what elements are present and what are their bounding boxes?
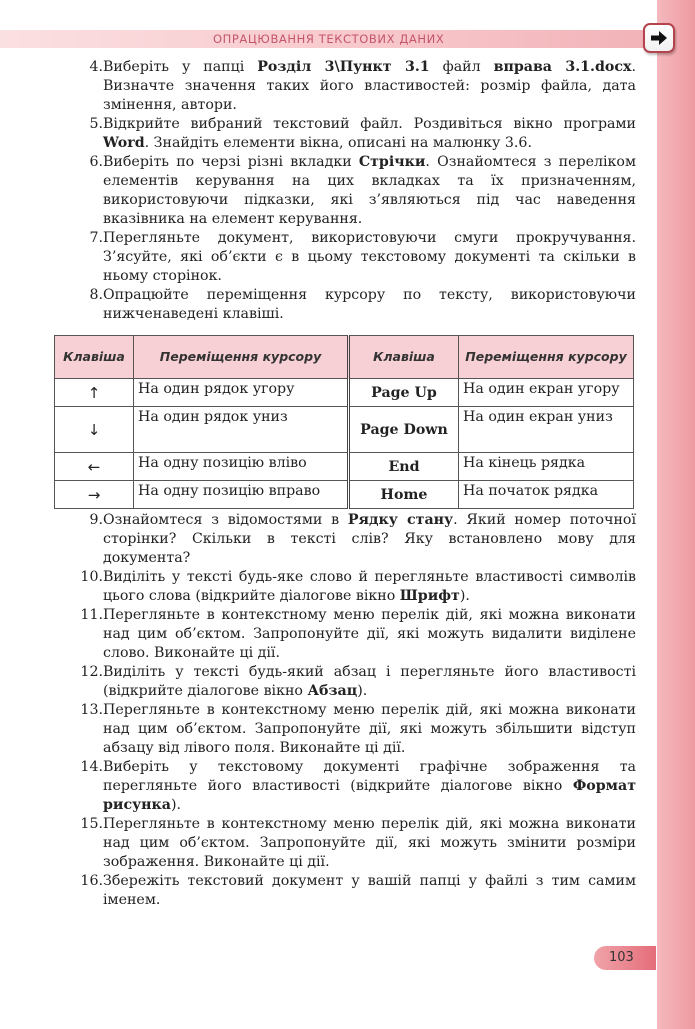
- exercise-list-part-1: [78, 58, 636, 324]
- exercise-number: 10.: [80, 569, 103, 585]
- emphasized-term: вправа 3.1.docx: [493, 59, 632, 75]
- emphasized-term: Абзац: [307, 683, 358, 699]
- cell-description: На одну позицію вправо: [134, 481, 349, 509]
- next-page-button[interactable]: [643, 23, 675, 53]
- exercise-item: [78, 153, 636, 229]
- header-key-2: Клавіша: [349, 336, 459, 379]
- exercise-item: [78, 758, 636, 815]
- emphasized-term: Word: [103, 135, 145, 151]
- emphasized-term: Рядку стану: [347, 512, 454, 528]
- table-header-row: [55, 336, 634, 379]
- exercise-item: [78, 663, 636, 701]
- exercise-number: 6.: [89, 154, 103, 170]
- exercise-item: [78, 568, 636, 606]
- exercise-item: [78, 815, 636, 872]
- arrow-left-icon: ←: [55, 453, 134, 481]
- exercise-text: . Знайдіть елементи вікна, описані на малюнку 3.6.: [144, 135, 532, 151]
- exercise-item: [78, 701, 636, 758]
- exercise-number: 11.: [80, 607, 103, 623]
- exercise-text: Перегляньте документ, використовуючи смуги прокручування. З’ясуйте, які об’єкти є в цьому текстовому документі та скільки в ньому сторінок.: [103, 230, 636, 284]
- arrow-down-icon: ↓: [55, 407, 134, 453]
- table-row: [55, 407, 634, 453]
- cell-description: На початок рядка: [459, 481, 634, 509]
- exercise-text: Виберіть у текстовому документі графічне зображення та перегляньте його властивості (відкрийте діалогове вікно: [103, 759, 636, 794]
- exercise-item: [78, 606, 636, 663]
- exercise-text: Ознайомтеся з відомостями в: [103, 512, 348, 528]
- cell-description: На один екран угору: [459, 379, 634, 407]
- exercise-list-part-2: [78, 511, 636, 910]
- page-number: 103: [594, 946, 656, 970]
- exercise-text: ).: [459, 588, 470, 604]
- cell-key-name: Page Up: [349, 379, 459, 407]
- emphasized-term: Шрифт: [399, 588, 460, 604]
- table-row: [55, 481, 634, 509]
- cursor-keys-table: [54, 335, 634, 509]
- exercise-item: [78, 872, 636, 910]
- exercise-number: 4.: [89, 59, 103, 75]
- exercise-number: 9.: [89, 512, 103, 528]
- page-side-band: [657, 0, 695, 1029]
- exercise-number: 15.: [80, 816, 103, 832]
- exercise-text: Виділіть у тексті будь-яке слово й перегляньте властивості символів цього слова (відкрийте діалогове вікно: [103, 569, 636, 604]
- table-row: [55, 453, 634, 481]
- cell-description: На один рядок угору: [134, 379, 349, 407]
- cell-key-name: Page Down: [349, 407, 459, 453]
- exercise-number: 12.: [80, 664, 103, 680]
- exercise-text: Виберіть у папці: [103, 59, 258, 75]
- cell-description: На один рядок униз: [134, 407, 349, 453]
- cell-description: На одну позицію вліво: [134, 453, 349, 481]
- exercise-text: файл: [429, 59, 494, 75]
- header-key: Клавіша: [55, 336, 134, 379]
- header-movement: Переміщення курсору: [134, 336, 349, 379]
- exercise-text: . Ознайомтеся з переліком елементів керування на цих вкладках та їх призначенням, використовуючи підказки, які з’являються під час наведення вказівника на елемент керування.: [103, 154, 636, 227]
- exercise-number: 16.: [80, 873, 103, 889]
- exercise-text: . Визначте значення таких його властивостей: розмір файла, дата змінення, автори.: [103, 59, 636, 113]
- page-content: [63, 58, 637, 910]
- exercise-text: Виберіть по черзі різні вкладки: [103, 154, 359, 170]
- exercise-number: 7.: [89, 230, 103, 246]
- arrow-right-icon: [650, 30, 668, 46]
- arrow-right-icon: →: [55, 481, 134, 509]
- arrow-up-icon: ↑: [55, 379, 134, 407]
- exercise-number: 8.: [89, 287, 103, 303]
- exercise-text: Збережіть текстовий документ у вашій папці у файлі з тим самим іменем.: [103, 873, 636, 908]
- exercise-text: Опрацюйте переміщення курсору по тексту, використовуючи нижченаведені клавіші.: [103, 287, 636, 322]
- exercise-text: Перегляньте в контекстному меню перелік дій, які можна виконати над цим об’єктом. Запропонуйте дії, які можуть змінити розміри зображення. Виконайте ці дії.: [103, 816, 636, 870]
- exercise-item: [78, 511, 636, 568]
- header-movement-2: Переміщення курсору: [459, 336, 634, 379]
- emphasized-term: Формат рисунка: [103, 778, 636, 813]
- exercise-text: . Який номер поточної сторінки? Скільки в тексті слів? Яку встановлено мову для документа?: [103, 512, 637, 566]
- exercise-number: 14.: [80, 759, 103, 775]
- exercise-item: [78, 286, 636, 324]
- exercise-number: 5.: [89, 116, 103, 132]
- exercise-item: [78, 58, 636, 115]
- emphasized-term: Стрічки: [358, 154, 426, 170]
- emphasized-term: Розділ 3\Пункт 3.1: [257, 59, 430, 75]
- section-title: ОПРАЦЮВАННЯ ТЕКСТОВИХ ДАНИХ: [213, 32, 445, 46]
- exercise-text: Перегляньте в контекстному меню перелік дій, які можна виконати над цим об’єктом. Запропонуйте дії, які можуть видалити виділене слово. Виконайте ці дії.: [103, 607, 636, 661]
- exercise-item: [78, 115, 636, 153]
- exercise-item: [78, 229, 636, 286]
- cell-key-name: Home: [349, 481, 459, 509]
- exercise-number: 13.: [80, 702, 103, 718]
- table-row: [55, 379, 634, 407]
- exercise-text: ).: [171, 797, 182, 813]
- exercise-text: Перегляньте в контекстному меню перелік дій, які можна виконати над цим об’єктом. Запропонуйте дії, які можуть збільшити відступ абзацу від лівого поля. Виконайте ці дії.: [103, 702, 636, 756]
- cell-key-name: End: [349, 453, 459, 481]
- exercise-text: ).: [357, 683, 368, 699]
- exercise-text: Відкрийте вибраний текстовий файл. Роздивіться вікно програми: [103, 116, 636, 132]
- exercise-text: Виділіть у тексті будь-який абзац і перегляньте його властивості (відкрийте діалогове вікно: [103, 664, 636, 699]
- cell-description: На кінець рядка: [459, 453, 634, 481]
- cell-description: На один екран униз: [459, 407, 634, 453]
